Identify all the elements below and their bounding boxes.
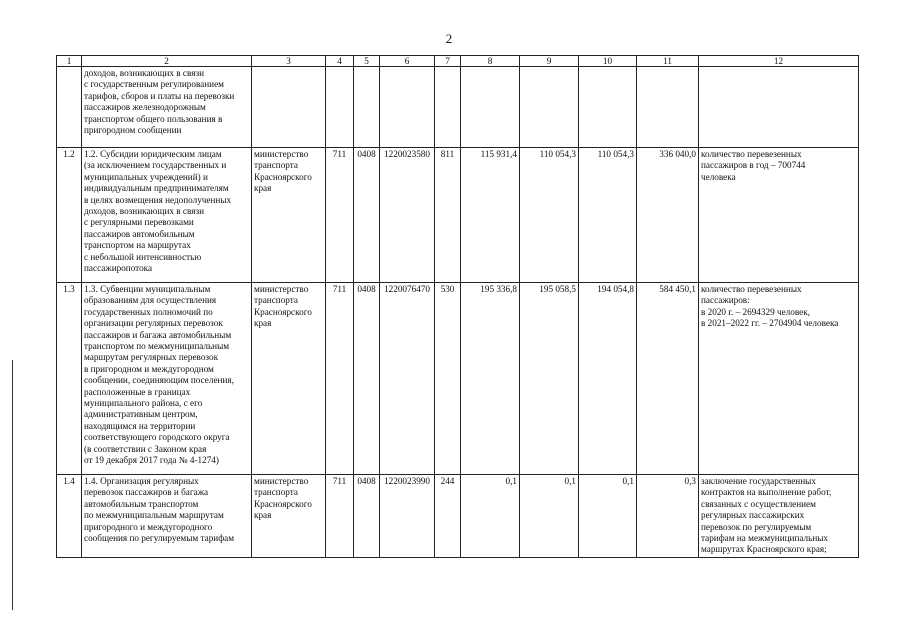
cell-text-line: (в соответствии с Законом края (84, 443, 207, 454)
cell-text-line: Красноярского (254, 498, 312, 509)
grbs-cell (252, 283, 326, 475)
cell-text-line: в 2020 г. – 2694329 человек, (701, 306, 810, 317)
column-header: 10 (579, 56, 637, 67)
amount-2021-cell: 0,1 (520, 475, 579, 558)
expected-result-cell (699, 283, 859, 475)
cell-text-line: края (254, 510, 272, 521)
section-code-cell: 0408 (354, 283, 380, 475)
column-header: 4 (326, 56, 354, 67)
activity-name-cell (82, 283, 252, 475)
section-code-cell (354, 67, 380, 148)
table-row (57, 67, 859, 148)
activity-name-cell (82, 475, 252, 558)
cell-text-line: заключение государственных (701, 476, 816, 486)
cell-text-line: сообщении, соединяющим поселения, (84, 375, 234, 386)
cell-text-line: с небольшой интенсивностью (84, 251, 202, 262)
cell-text-line: по межмуниципальным маршрутам (84, 510, 224, 521)
cell-text-line: с государственным регулированием (84, 79, 224, 90)
cell-text-line: транспорта (254, 295, 298, 306)
cell-text-line: контрактов на выполнение работ, (701, 487, 832, 498)
cell-text-line: количество перевезенных (701, 284, 802, 294)
expense-type-cell: 244 (435, 475, 461, 558)
expected-result-cell (699, 67, 859, 148)
cell-text-line: 1.3. Субвенции муниципальным (84, 284, 211, 294)
cell-text-line: пассажиров железнодорожным (84, 102, 206, 113)
cell-text-line: Красноярского (254, 306, 312, 317)
cell-text-line: Красноярского (254, 171, 312, 182)
amount-total-cell: 0,3 (637, 475, 699, 558)
amount-2020-cell: 0,1 (461, 475, 520, 558)
column-header: 5 (354, 56, 380, 67)
amount-2022-cell (579, 67, 637, 148)
column-header: 6 (380, 56, 435, 67)
cell-text-line: пассажиров: (701, 295, 750, 306)
activity-name-cell (82, 148, 252, 283)
cell-text-line: тарифов, сборов и платы на перевозки (84, 90, 235, 101)
cell-text-line: муниципальных учреждений) и (84, 171, 208, 182)
cell-text-line: пассажиров автомобильным (84, 228, 195, 239)
cell-text-line: человека (701, 171, 736, 182)
cell-text-line: транспортом общего пользования в (84, 113, 223, 124)
cell-text-line: 1.2. Субсидии юридическим лицам (84, 149, 222, 159)
cell-text-line: автомобильным транспортом (84, 498, 199, 509)
column-header: 7 (435, 56, 461, 67)
cell-text-line: тарифам на межмуниципальных (701, 533, 828, 544)
cell-text-line: перевозок пассажиров и багажа (84, 487, 209, 498)
grbs-code-cell: 711 (326, 475, 354, 558)
table-row (57, 475, 859, 558)
row-number-cell: 1.3 (57, 283, 82, 475)
row-number-cell: 1.2 (57, 148, 82, 283)
cell-text-line: пригородном сообщении (84, 125, 182, 136)
column-header: 8 (461, 56, 520, 67)
grbs-code-cell: 711 (326, 283, 354, 475)
cell-text-line: от 19 декабря 2017 года № 4-1274) (84, 455, 219, 466)
target-article-cell: 1220023990 (380, 475, 435, 558)
cell-text-line: с регулярными перевозками (84, 217, 194, 228)
cell-text-line: организации регулярных перевозок (84, 318, 223, 329)
target-article-cell: 1220023580 (380, 148, 435, 283)
expense-type-cell: 530 (435, 283, 461, 475)
grbs-code-cell: 711 (326, 148, 354, 283)
cell-text-line: министерство (254, 284, 309, 294)
cell-text-line: индивидуальным предпринимателям (84, 183, 229, 194)
page-number: 2 (445, 31, 453, 46)
expected-result-cell (699, 148, 859, 283)
column-header: 11 (637, 56, 699, 67)
column-header: 1 (57, 56, 82, 67)
expected-result-cell (699, 475, 859, 558)
cell-text-line: транспортом по межмуниципальным (84, 341, 230, 352)
grbs-cell (252, 475, 326, 558)
section-code-cell: 0408 (354, 148, 380, 283)
cell-text-line: образованиям для осуществления (84, 295, 217, 306)
amount-total-cell: 336 040,0 (637, 148, 699, 283)
amount-2021-cell: 110 054,3 (520, 148, 579, 283)
cell-text-line: количество перевезенных (701, 149, 802, 159)
amount-2022-cell: 194 054,8 (579, 283, 637, 475)
cell-text-line: пассажиров и багажа автомобильным (84, 329, 232, 340)
cell-text-line: 1.4. Организация регулярных (84, 476, 199, 486)
cell-text-line: министерство (254, 149, 309, 159)
amount-total-cell (637, 67, 699, 148)
cell-text-line: транспортом на маршрутах (84, 240, 191, 251)
cell-text-line: министерство (254, 476, 309, 486)
amount-2020-cell (461, 67, 520, 148)
column-header: 3 (252, 56, 326, 67)
amount-2020-cell: 195 336,8 (461, 283, 520, 475)
amount-2021-cell (520, 67, 579, 148)
cell-text-line: расположенные в границах (84, 386, 191, 397)
amount-total-cell: 584 450,1 (637, 283, 699, 475)
grbs-cell (252, 148, 326, 283)
amount-2020-cell: 115 931,4 (461, 148, 520, 283)
cell-text-line: маршрутах Красноярского края; (701, 544, 827, 555)
cell-text-line: доходов, возникающих в связи (84, 68, 204, 78)
row-number-cell (57, 67, 82, 148)
cell-text-line: административным центром, (84, 409, 198, 420)
cell-text-line: муниципального района, с его (84, 398, 203, 409)
table-row (57, 283, 859, 475)
target-article-cell (380, 67, 435, 148)
cell-text-line: маршрутам регулярных перевозок (84, 352, 219, 363)
cell-text-line: перевозок по регулируемым (701, 521, 812, 532)
cell-text-line: сообщения по регулируемым тарифам (84, 533, 235, 544)
cell-text-line: пассажиров в год – 700744 (701, 160, 806, 171)
column-header: 2 (82, 56, 252, 67)
cell-text-line: в целях возмещения недополученных (84, 194, 232, 205)
grbs-cell (252, 67, 326, 148)
table-row (57, 148, 859, 283)
cell-text-line: края (254, 318, 272, 329)
expense-type-cell (435, 67, 461, 148)
cell-text-line: в 2021–2022 гг. – 2704904 человека (701, 318, 839, 329)
row-number-cell: 1.4 (57, 475, 82, 558)
amount-2022-cell: 110 054,3 (579, 148, 637, 283)
cell-text-line: (за исключением государственных и (84, 160, 227, 171)
cell-text-line: края (254, 183, 272, 194)
cell-text-line: находящимся на территории (84, 420, 196, 431)
grbs-code-cell (326, 67, 354, 148)
cell-text-line: пассажиропотока (84, 263, 153, 274)
scan-margin-line (12, 360, 13, 610)
cell-text-line: пригородного и междугородного (84, 521, 213, 532)
expense-type-cell: 811 (435, 148, 461, 283)
column-header: 9 (520, 56, 579, 67)
target-article-cell: 1220076470 (380, 283, 435, 475)
cell-text-line: государственных полномочий по (84, 306, 213, 317)
amount-2022-cell: 0,1 (579, 475, 637, 558)
cell-text-line: транспорта (254, 160, 298, 171)
cell-text-line: соответствующего городского округа (84, 432, 230, 443)
table-body (57, 67, 859, 558)
amount-2021-cell: 195 058,5 (520, 283, 579, 475)
cell-text-line: доходов, возникающих в связи (84, 206, 204, 217)
section-code-cell: 0408 (354, 475, 380, 558)
cell-text-line: транспорта (254, 487, 298, 498)
program-activities-table (56, 55, 859, 558)
cell-text-line: связанных с осуществлением (701, 498, 816, 509)
table-header-row (57, 56, 859, 67)
activity-name-cell (82, 67, 252, 148)
cell-text-line: в пригородном и междугородном (84, 363, 214, 374)
cell-text-line: регулярных пассажирских (701, 510, 805, 521)
column-header: 12 (699, 56, 859, 67)
